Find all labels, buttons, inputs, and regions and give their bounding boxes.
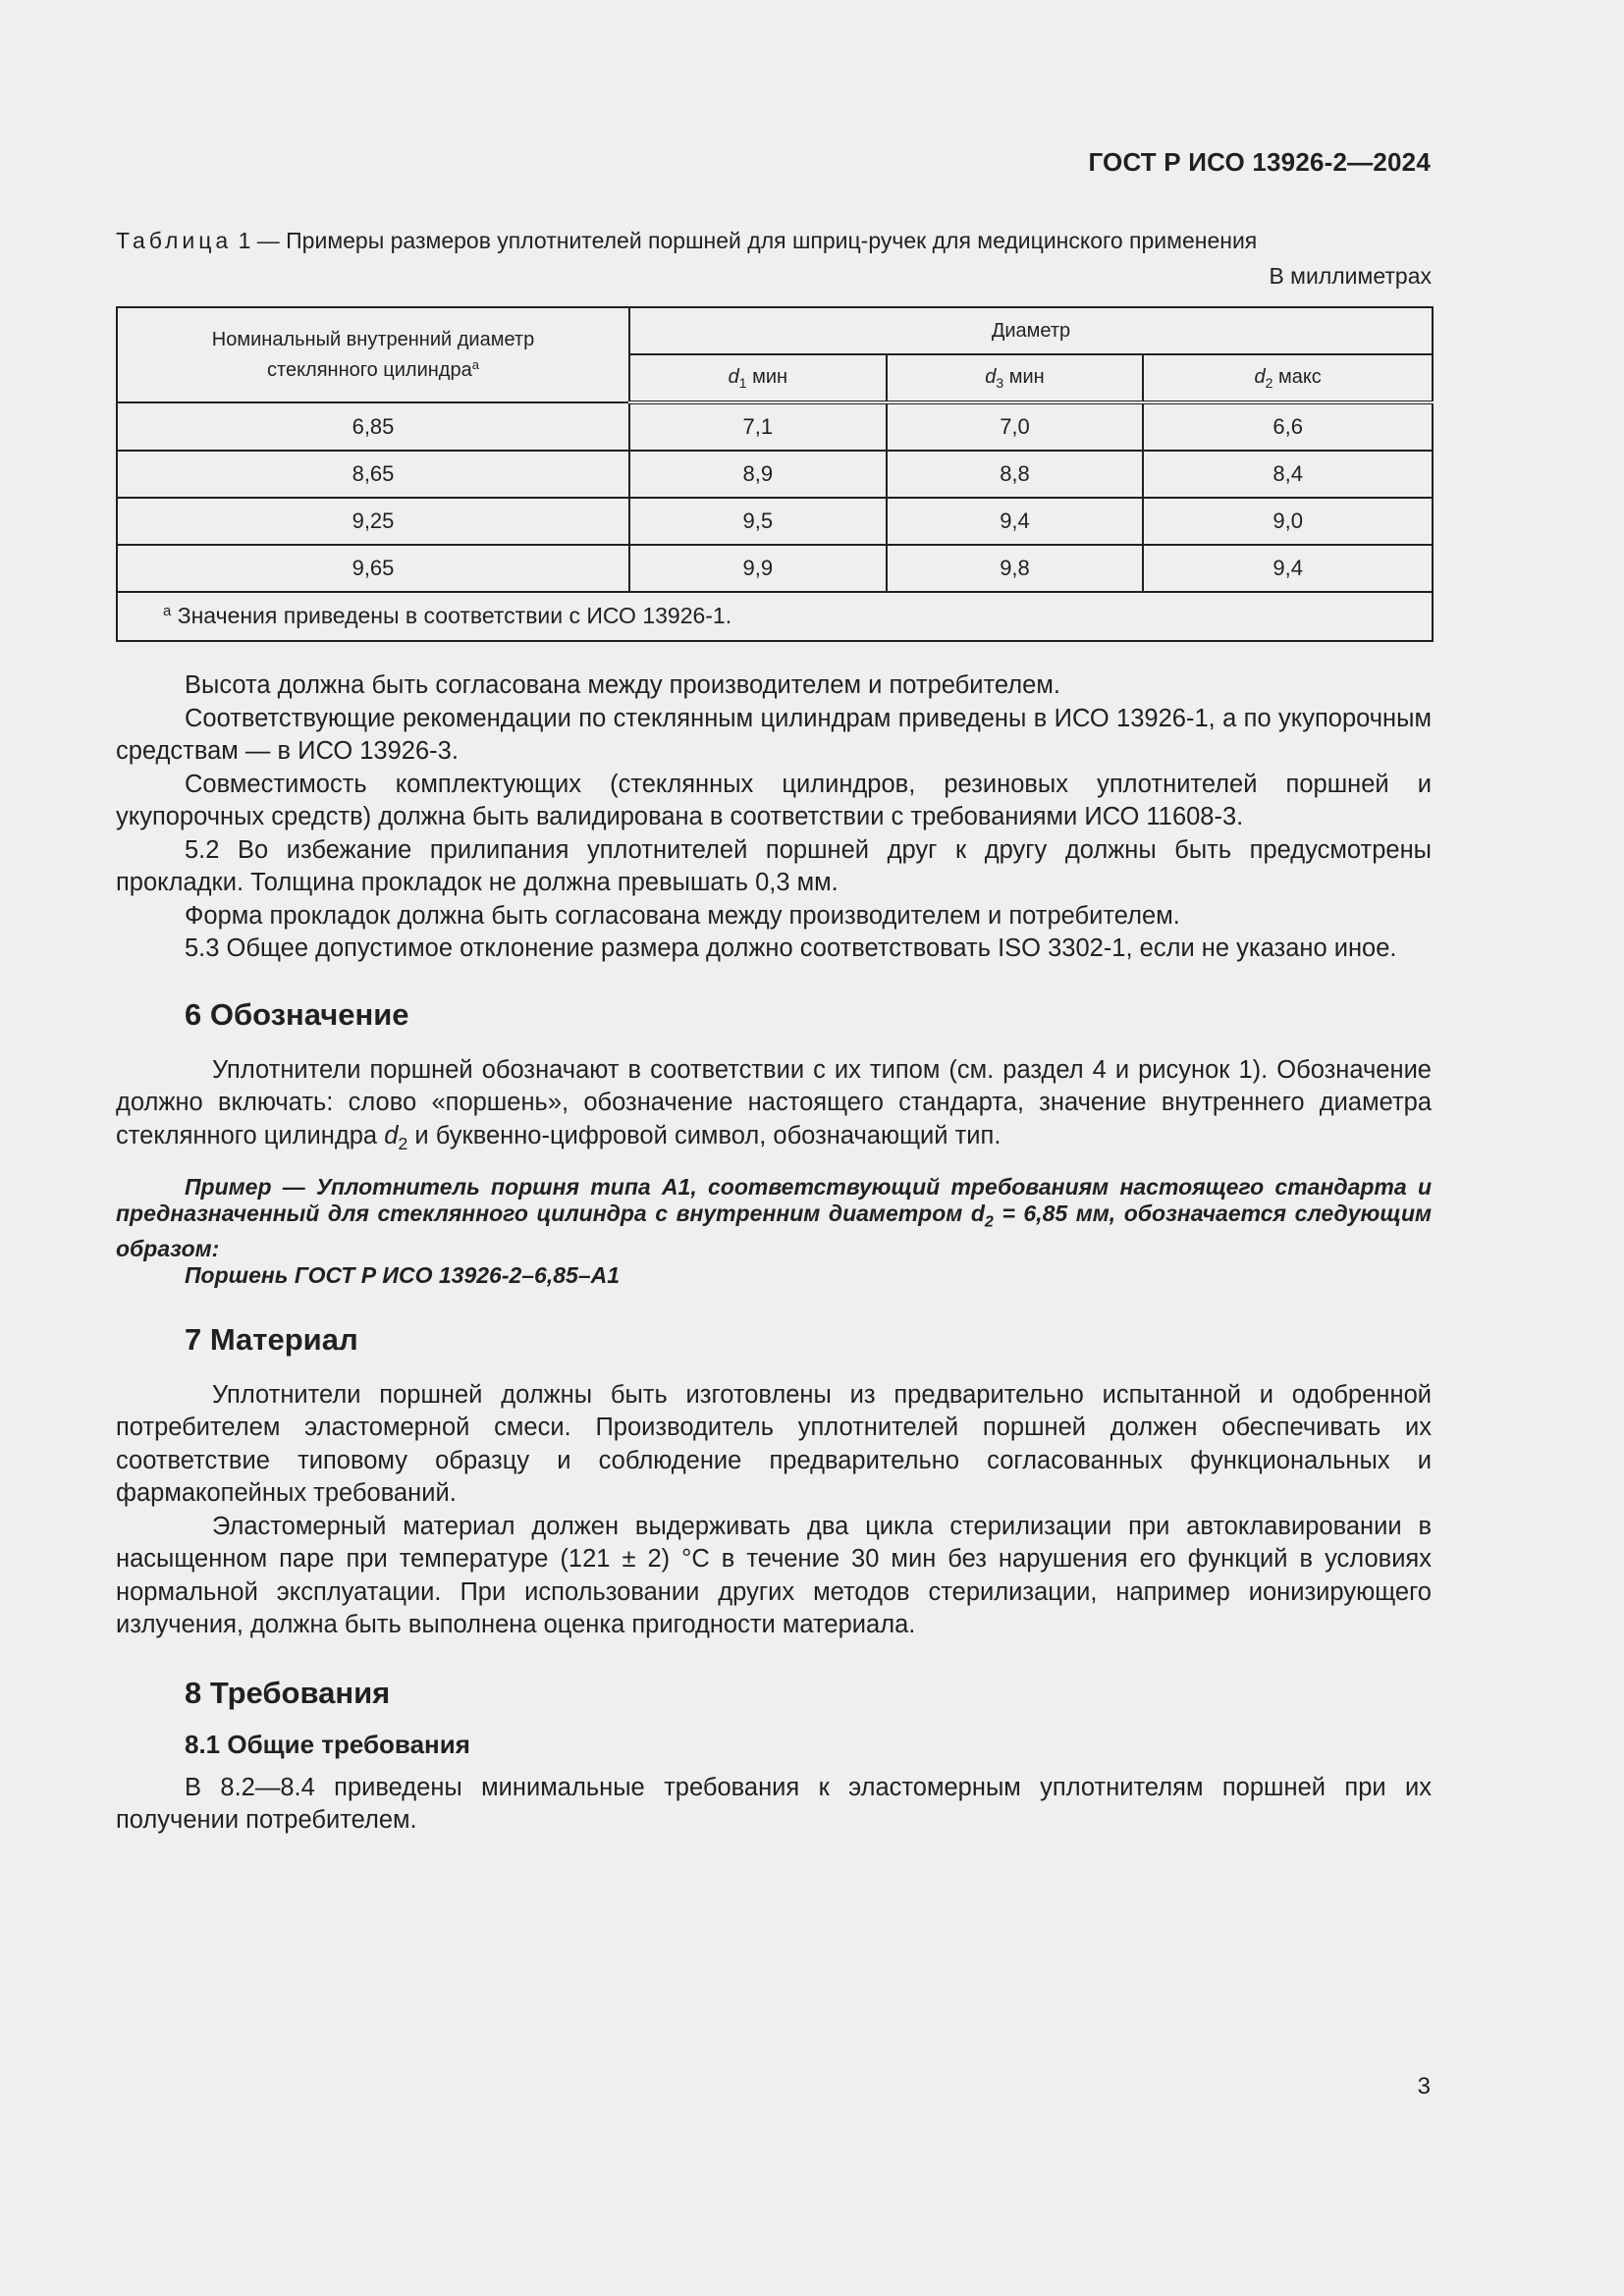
cell-nominal: 9,25 — [117, 498, 629, 545]
designation-example-value: Поршень ГОСТ Р ИСО 13926-2–6,85–А1 — [185, 1261, 621, 1288]
section-8-1-paragraph: В 8.2—8.4 приведены минимальные требования к эластомерным уплотнителям поршней при их получении потребителем. — [116, 1773, 1432, 1835]
diameter-header: Диаметр — [629, 307, 1433, 354]
paragraph-height: Высота должна быть согласована между производителем и потребителем. — [185, 671, 1060, 699]
table-row — [117, 545, 1433, 592]
section-7-heading: 7 Материал — [185, 1321, 358, 1357]
table-caption-text: 1 — Примеры размеров уплотнителей поршней для шприц-ручек для медицинского применения — [232, 228, 1258, 253]
footnote-marker: a — [163, 603, 172, 620]
paragraph-recommendations: Соответствующие рекомендации по стеклянным цилиндрам приведены в ИСО 13926-1, а по укупорочным средствам — в ИСО 13926-3. — [116, 704, 1432, 765]
cell-d3: 7,0 — [887, 402, 1144, 451]
cell-d1: 7,1 — [629, 402, 887, 451]
table-row — [117, 498, 1433, 545]
dimensions-table — [116, 306, 1434, 642]
paragraph-gasket-shape: Форма прокладок должна быть согласована между производителем и потребителем. — [185, 901, 1180, 930]
cell-nominal: 9,65 — [117, 545, 629, 592]
paragraph-compatibility: Совместимость комплектующих (стеклянных цилиндров, резиновых уплотнителей поршней и укупорочных средств) должна быть валидирована в соответствии с требованиями ИСО 11608-3. — [116, 770, 1432, 830]
cell-d2: 8,4 — [1143, 451, 1433, 498]
table-footnote — [117, 592, 1433, 641]
table-units: В миллиметрах — [1269, 263, 1432, 289]
cell-nominal: 6,85 — [117, 402, 629, 451]
designation-example: Пример — Уплотнитель поршня типа А1, соответствующий требованиям настоящего стандарта и предназначенный для стеклянного цилиндра с внутренним диаметром $d_2 = 6,85$ мм, обозначается следующим образом: — [116, 1174, 1433, 1261]
section-6-heading: 6 Обозначение — [185, 996, 409, 1032]
cell-d3: 8,8 — [887, 451, 1144, 498]
cell-nominal: 8,65 — [117, 451, 629, 498]
cell-d2: 9,4 — [1143, 545, 1433, 592]
section-7-paragraph-1: Уплотнители поршней должны быть изготовлены из предварительно испытанной и одобренной потребителем эластомерной смеси. Производитель уплотнителей поршней должен обеспечивать их соответствие типовому образцу и соблюдение предварительно согласованных функциональных и фармакопейных требований. — [116, 1380, 1432, 1508]
cell-d3: 9,4 — [887, 498, 1144, 545]
page-number: 3 — [1417, 2073, 1431, 2100]
paragraph-5-2: 5.2 Во избежание прилипания уплотнителей поршней друг к другу должны быть предусмотрены прокладки. Толщина прокладок не должна превышать 0,3 мм. — [116, 835, 1432, 896]
standard-code: ГОСТ Р ИСО 13926-2—2024 — [1088, 147, 1431, 177]
table-row — [117, 402, 1433, 451]
cell-d3: 9,8 — [887, 545, 1144, 592]
nominal-header-line2: стеклянного цилиндра — [267, 359, 472, 382]
table-caption — [116, 224, 1432, 257]
d2-header: $d_2$ макс — [1143, 354, 1433, 402]
section-7-paragraph-2: Эластомерный материал должен выдерживать два цикла стерилизации при автоклавировании в насыщенном паре при температуре (121 ± 2) °С в течение 30 мин без нарушения его функций в условиях нормальной эксплуатации. При использовании других методов стерилизации, например ионизирующего излучения, должна быть выполнена оценка пригодности материала. — [116, 1512, 1432, 1639]
cell-d1: 9,9 — [629, 545, 887, 592]
nominal-header-line1: Номинальный внутренний диаметр — [211, 328, 535, 350]
paragraph-5-3: 5.3 Общее допустимое отклонение размера должно соответствовать ISO 3302-1, если не указано иное. — [185, 934, 1397, 962]
d1-header: $d_1$ мин — [629, 354, 887, 402]
cell-d1: 9,5 — [629, 498, 887, 545]
cell-d1: 8,9 — [629, 451, 887, 498]
nominal-header-footnote: a — [471, 356, 479, 372]
footnote-text: Значения приведены в соответствии с ИСО 13926-1. — [171, 603, 732, 629]
table-header-row — [117, 307, 1433, 354]
section-6-text: Уплотнители поршней обозначают в соответствии с их типом (см. раздел 4 и рисунок 1). Обозначение должно включать: слово «поршень», обозначение настоящего стандарта, значение внутреннего диаметра стеклянного цилиндра $d_2$ и буквенно-цифровой символ, обозначающий тип. — [116, 1055, 1432, 1153]
table-footnote-row — [117, 592, 1433, 641]
table-row — [117, 451, 1433, 498]
nominal-diameter-header — [117, 307, 629, 402]
page-content — [116, 224, 1432, 1838]
section-8-heading: 8 Требования — [185, 1675, 391, 1710]
cell-d2: 6,6 — [1143, 402, 1433, 451]
section-8-1-heading: 8.1 Общие требования — [185, 1729, 470, 1759]
table-caption-prefix: Таблица — [116, 228, 233, 253]
cell-d2: 9,0 — [1143, 498, 1433, 545]
d3-header: $d_3$ мин — [887, 354, 1144, 402]
